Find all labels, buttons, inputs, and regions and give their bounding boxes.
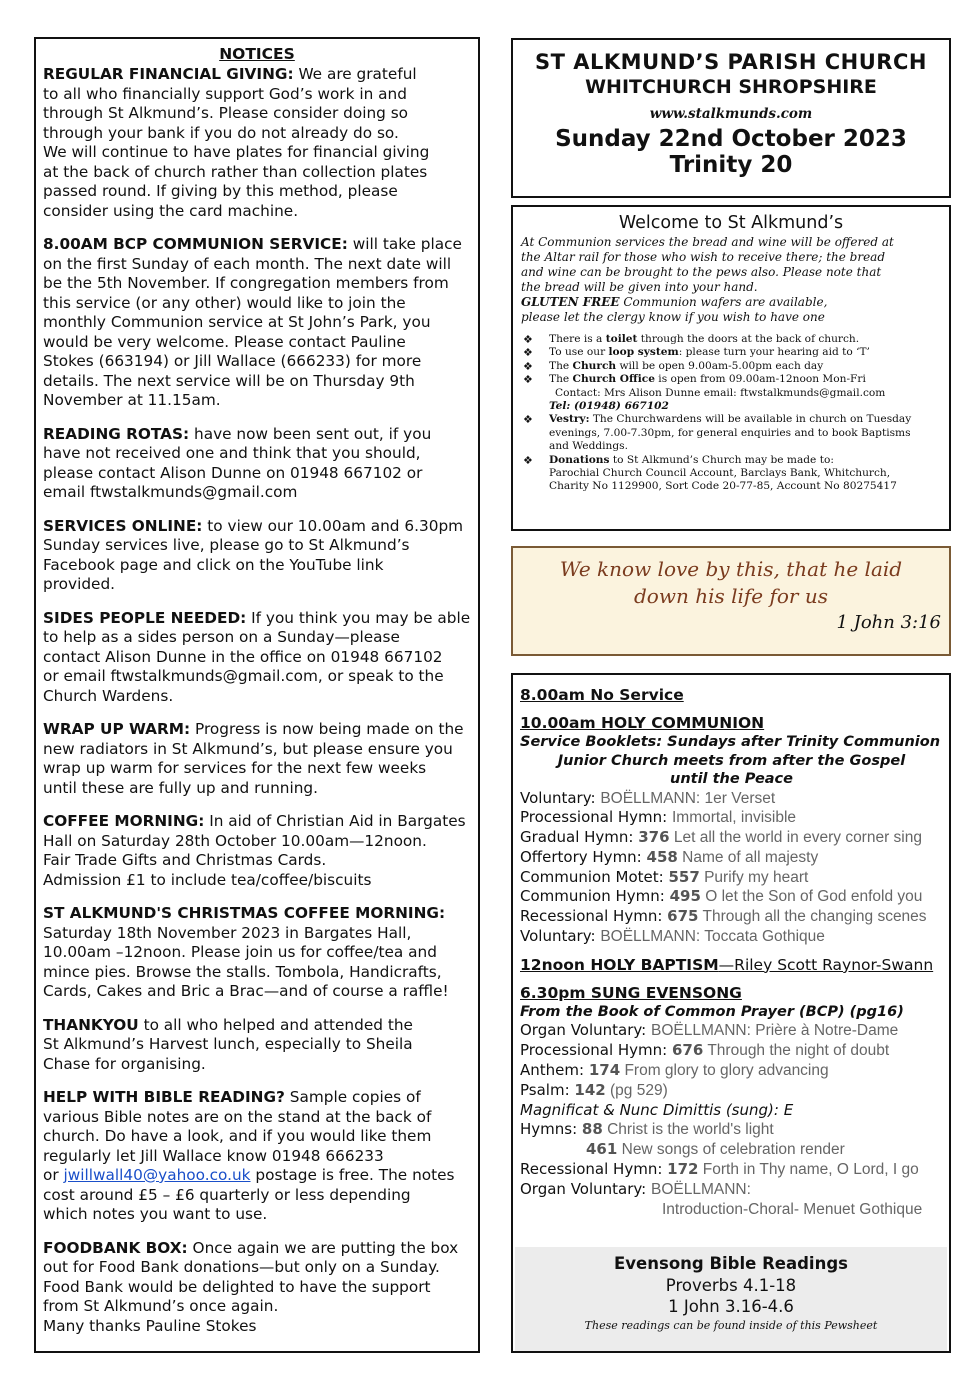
notice-title: FOODBANK BOX: bbox=[43, 1238, 188, 1257]
services-panel bbox=[511, 673, 951, 1353]
recessional-line: Recessional Hymn: 172 Forth in Thy name, O Lord, I go bbox=[520, 1159, 919, 1178]
notice-title: SERVICES ONLINE: bbox=[43, 516, 203, 535]
notice-item: FOODBANK BOX: Once again we are putting the box out for Food Bank donations—but only on a Sunday. Food Bank would be delighted to have the support from St Alkmund’s once again. Many thanks Pauline Stokes bbox=[43, 1238, 459, 1335]
notice-item: WRAP UP WARM: Progress is now being made on the new radiators in St Alkmund’s, but please ensure you wrap up warm for services for the next few weeks until these are fully up and running. bbox=[43, 720, 464, 797]
magnificat-line: Magnificat & Nunc Dimittis (sung): E bbox=[520, 1100, 794, 1119]
organ-voluntary-line-2: Introduction-Choral- Menuet Gothique bbox=[662, 1200, 923, 1218]
junior-church-line-1: Junior Church meets from after the Gospel bbox=[557, 752, 906, 769]
notice-title: COFFEE MORNING: bbox=[43, 812, 205, 830]
notice-title: REGULAR FINANCIAL GIVING: bbox=[43, 65, 294, 83]
music-row: Processional Hymn: Immortal, invisible bbox=[520, 808, 797, 827]
notice-title: WRAP UP WARM: bbox=[43, 720, 191, 738]
notice-item: READING ROTAS: have now been sent out, if you have not received one and think that you should, please contact Alison Dunne on 01948 667102 or email ftwstalkmunds@gmail.com bbox=[43, 424, 432, 501]
evensong-readings bbox=[515, 1247, 947, 1351]
reading-1: Proverbs 4.1-18 bbox=[665, 1276, 797, 1295]
music-row: Psalm: 142 (pg 529) bbox=[520, 1080, 668, 1099]
music-row: Communion Hymn: 495 O let the Son of God enfold you bbox=[520, 887, 923, 906]
service-date: Sunday 22nd October 2023 bbox=[555, 126, 907, 152]
church-header bbox=[511, 38, 951, 198]
notice-item: HELP WITH BIBLE READING? Sample copies of various Bible notes are on the stand at the back of church. Do have a look, and if you would like them regularly let Jill Wallace know 01948 666233 or jwillwall40@yahoo.co.uk postage is free. The notes cost around £5 – £6 quarterly or less depending which notes you want to use. bbox=[43, 1088, 455, 1223]
diamond-bullet-icon: ❖ bbox=[523, 359, 533, 373]
welcome-info-item: ❖ The Church Office is open from 09.00am-12noon Mon-Fri Contact: Mrs Alison Dunne email: ftwstalkmunds@gmail.com Tel: (01948) 667102 bbox=[523, 373, 886, 413]
notice-title: 8.00AM BCP COMMUNION SERVICE: bbox=[43, 235, 348, 253]
diamond-bullet-icon: ❖ bbox=[523, 413, 533, 427]
quote-reference: 1 John 3:16 bbox=[836, 612, 941, 633]
music-row: Voluntary: BOËLLMANN: Toccata Gothique bbox=[520, 927, 825, 946]
notice-item: REGULAR FINANCIAL GIVING: We are grateful to all who financially support God’s work in and through St Alkmund’s. Please consider doing so through your bank if you do not already do so. We will continue to have plates for financial giving at the back of church rather than collection plates passed round. If giving by this method, please consider using the card machine. bbox=[43, 65, 430, 220]
welcome-info-item: ❖ To use our loop system: please turn your hearing aid to ‘T’ bbox=[523, 346, 870, 360]
notice-item: ST ALKMUND'S CHRISTMAS COFFEE MORNING: Saturday 18th November 2023 in Bargates Hall, 10.00am –12noon. Please join us for coffee/tea and mince pies. Browse the stalls. Tombola, Handicrafts, Cards, Cakes and Bric a Brac—and of course a raffle! bbox=[43, 904, 449, 1000]
quote-line-1: We know love by this, that he laid bbox=[559, 557, 903, 581]
music-row: Organ Voluntary: BOËLLMANN: Prière à Notre-Dame bbox=[520, 1021, 899, 1040]
welcome-info-item: ❖ Vestry: The Churchwardens will be available in church on Tuesday evenings, 7.00-7.30pm, for general enquiries and to book Baptisms and Weddings. bbox=[523, 413, 912, 453]
scripture-quote bbox=[511, 546, 951, 656]
gluten-free-label: GLUTEN FREE bbox=[521, 295, 620, 309]
notice-title: THANKYOU bbox=[43, 1015, 139, 1034]
readings-note: These readings can be found inside of this Pewsheet bbox=[584, 1319, 878, 1332]
notice-item: SIDES PEOPLE NEEDED: If you think you may be able to help as a sides person on a Sunday—please contact Alison Dunne in the office on 01948 667102 or email ftwstalkmunds@gmail.com, or speak to the Church Wardens. bbox=[43, 608, 471, 705]
music-row: Offertory Hymn: 458 Name of all majesty bbox=[520, 847, 819, 866]
music-row: Voluntary: BOËLLMANN: 1er Verset bbox=[520, 788, 776, 807]
notice-item: COFFEE MORNING: In aid of Christian Aid in Bargates Hall on Saturday 28th October 10.00am—12noon. Fair Trade Gifts and Christmas Cards. Admission £1 to include tea/coffee/biscuits bbox=[43, 812, 466, 889]
notice-title: HELP WITH BIBLE READING? bbox=[43, 1088, 285, 1106]
hymns-line: Hymns: 88 Christ is the world's light bbox=[520, 1120, 774, 1139]
welcome-title: Welcome to St Alkmund’s bbox=[618, 213, 844, 233]
quote-line-2: down his life for us bbox=[634, 584, 828, 608]
diamond-bullet-icon: ❖ bbox=[523, 373, 533, 387]
music-row: Recessional Hymn: 675 Through all the changing scenes bbox=[520, 907, 927, 926]
service-noon-baptism: 12noon HOLY BAPTISM—Riley Scott Raynor-Swann bbox=[520, 955, 934, 974]
welcome-info-item: ❖ Donations to St Alkmund’s Church may be made to: Parochial Church Council Account, Barclays Bank, Whitchurch, Charity No 1129900, Sort Code 20-77-85, Account No 80275417 bbox=[523, 453, 897, 493]
readings-title: Evensong Bible Readings bbox=[614, 1254, 848, 1273]
diamond-bullet-icon: ❖ bbox=[523, 346, 533, 360]
hymns-line-2: 461 New songs of celebration render bbox=[586, 1140, 845, 1159]
notice-title: SIDES PEOPLE NEEDED: bbox=[43, 608, 247, 627]
music-row: Gradual Hymn: 376 Let all the world in every corner sing bbox=[520, 828, 922, 847]
evensong-book: From the Book of Common Prayer (BCP) (pg16) bbox=[520, 1003, 904, 1020]
organ-voluntary-line: Organ Voluntary: BOËLLMANN: bbox=[520, 1179, 751, 1198]
junior-church-line-2: until the Peace bbox=[670, 771, 793, 787]
notice-title: ST ALKMUND'S CHRISTMAS COFFEE MORNING: bbox=[43, 904, 446, 922]
church-name: ST ALKMUND’S PARISH CHURCH bbox=[535, 50, 927, 74]
diamond-bullet-icon: ❖ bbox=[523, 453, 533, 467]
church-location: WHITCHURCH SHROPSHIRE bbox=[585, 76, 877, 98]
liturgical-week: Trinity 20 bbox=[669, 152, 793, 178]
welcome-info-item: ❖ There is a toilet through the doors at the back of church. bbox=[523, 333, 860, 346]
welcome-info-item: ❖ The Church will be open 9.00am-5.00pm each day bbox=[523, 359, 824, 373]
notice-item: SERVICES ONLINE: to view our 10.00am and 6.30pm Sunday services live, please go to St Alkmund’s Facebook page and click on the YouTube link provided. bbox=[43, 516, 464, 593]
welcome-intro: At Communion services the bread and wine will be offered at the Altar rail for those who wish to receive there; the bread and wine can be brought to the pews also. Please note that the bread will be given into your hand. GLUTEN FREE Communion wafers are available, please let the clergy know if you wish to have one bbox=[521, 235, 894, 324]
music-row: Anthem: 174 From glory to glory advancing bbox=[520, 1060, 829, 1079]
notices-panel bbox=[34, 37, 480, 1353]
service-10am-heading: 10.00am HOLY COMMUNION bbox=[520, 714, 765, 732]
notice-item: 8.00AM BCP COMMUNION SERVICE: will take place on the first Sunday of each month. The next date will be the 5th November. If congregation members from this service (or any other) would like to join the monthly Communion service at St John’s Park, you would be very welcome. Please contact Pauline Stokes (663194) or Jill Wallace (666233) for more details. The next service will be on Thursday 9th November at 11.15am. bbox=[43, 235, 462, 409]
morning-music-list bbox=[520, 789, 943, 947]
email-link[interactable]: jwillwall40@yahoo.co.uk bbox=[63, 1166, 251, 1184]
notice-item: THANKYOU to all who helped and attended the St Alkmund’s Harvest lunch, especially to Sheila Chase for organising. bbox=[43, 1015, 413, 1073]
diamond-bullet-icon: ❖ bbox=[523, 333, 533, 346]
music-row: Communion Motet: 557 Purify my heart bbox=[520, 867, 809, 886]
notice-title: READING ROTAS: bbox=[43, 424, 190, 443]
notices-heading: NOTICES bbox=[219, 45, 295, 63]
church-website: www.stalkmunds.com bbox=[649, 106, 813, 122]
notice-list bbox=[43, 65, 471, 1336]
welcome-panel bbox=[511, 205, 951, 531]
service-8am: 8.00am No Service bbox=[520, 686, 684, 704]
evening-music-list bbox=[520, 1021, 943, 1100]
service-evensong-heading: 6.30pm SUNG EVENSONG bbox=[520, 983, 742, 1002]
welcome-info-list bbox=[521, 333, 941, 494]
service-booklets: Service Booklets: Sundays after Trinity Communion bbox=[520, 734, 941, 750]
music-row: Processional Hymn: 676 Through the night of doubt bbox=[520, 1041, 890, 1060]
reading-2: 1 John 3.16-4.6 bbox=[668, 1297, 794, 1316]
